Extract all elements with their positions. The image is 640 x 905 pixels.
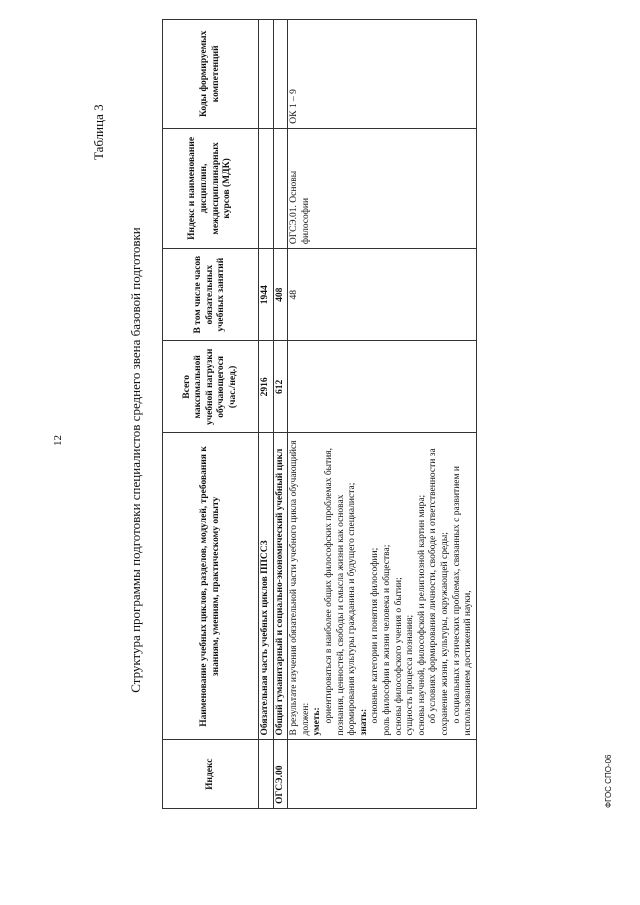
- knowledge-item: о социальных и этических проблемах, связанных с развитием и использованием достижений науки,: [451, 466, 474, 736]
- cell-requirements: [288, 433, 477, 740]
- cell-index: ОГСЭ.00: [273, 740, 288, 809]
- skills-heading: уметь:: [312, 707, 323, 736]
- footer-code: ФГОС СПО-06: [604, 754, 613, 808]
- header-codes: Коды формируемых компетенций: [163, 20, 259, 129]
- header-name: Наименование учебных циклов, разделов, модулей, требования к знаниям, умениям, практическому опыту: [163, 433, 259, 740]
- cell-discipline: ОГСЭ.01. Основы философии: [288, 128, 477, 248]
- knowledge-item: сущность процесса познания;: [405, 614, 416, 736]
- cell-total: 612: [273, 341, 288, 433]
- cell-index: [288, 740, 477, 809]
- knowledge-item: роль философии в жизни человека и общества;: [381, 544, 392, 736]
- cell-total: 2916: [259, 341, 274, 433]
- cell-class-hours: 408: [273, 249, 288, 341]
- knowledge-item: основы философского учения о бытии;: [393, 577, 404, 736]
- cell-class-hours: 1944: [259, 249, 274, 341]
- cell-total: [288, 341, 477, 433]
- header-discipline: Индекс и наименование дисциплин, междисциплинарных курсов (МДК): [163, 128, 259, 248]
- knowledge-item: основные категории и понятия философии;: [370, 547, 381, 724]
- skill-item: ориентироваться в наиболее общих философских проблемах бытия, познания, ценностей, свободы и смысла жизни как основах формирования культуры гражданина и будущего специалиста;: [323, 447, 358, 736]
- knowledge-heading: знать:: [358, 708, 369, 736]
- cell-discipline: [259, 128, 274, 248]
- cell-index: [259, 740, 274, 809]
- knowledge-item: основы научной, философской и религиозной картин мира;: [416, 494, 427, 736]
- table-row: [273, 20, 288, 809]
- table-caption: Структура программы подготовки специалистов среднего звена базовой подготовки: [128, 227, 143, 693]
- cell-name: Обязательная часть учебных циклов ППССЗ: [259, 433, 274, 740]
- table-row: [288, 20, 477, 809]
- table-label: Таблица 3: [91, 104, 106, 160]
- header-class-hours: В том числе часов обязательных учебных занятий: [163, 249, 259, 341]
- cell-codes: ОК 1 – 9: [288, 20, 477, 129]
- knowledge-item: об условиях формирования личности, свободе и ответственности за сохранение жизни, культуры, окружающей среды;: [428, 448, 450, 736]
- header-total: Всего максимальной учебной нагрузки обучающегося (час./нед.): [163, 341, 259, 433]
- program-structure-table: [162, 19, 477, 809]
- table-row: [259, 20, 274, 809]
- cell-codes: [259, 20, 274, 129]
- page-number: 12: [52, 435, 64, 446]
- cell-codes: [273, 20, 288, 129]
- requirements-intro: В результате изучения обязательной части учебного цикла обучающийся должен:: [289, 440, 311, 736]
- cell-name: Общий гуманитарный и социально-экономический учебный цикл: [273, 433, 288, 740]
- header-index: Индекс: [163, 740, 259, 809]
- cell-discipline: [273, 128, 288, 248]
- header-row: [163, 20, 259, 809]
- cell-class-hours: 48: [288, 249, 477, 341]
